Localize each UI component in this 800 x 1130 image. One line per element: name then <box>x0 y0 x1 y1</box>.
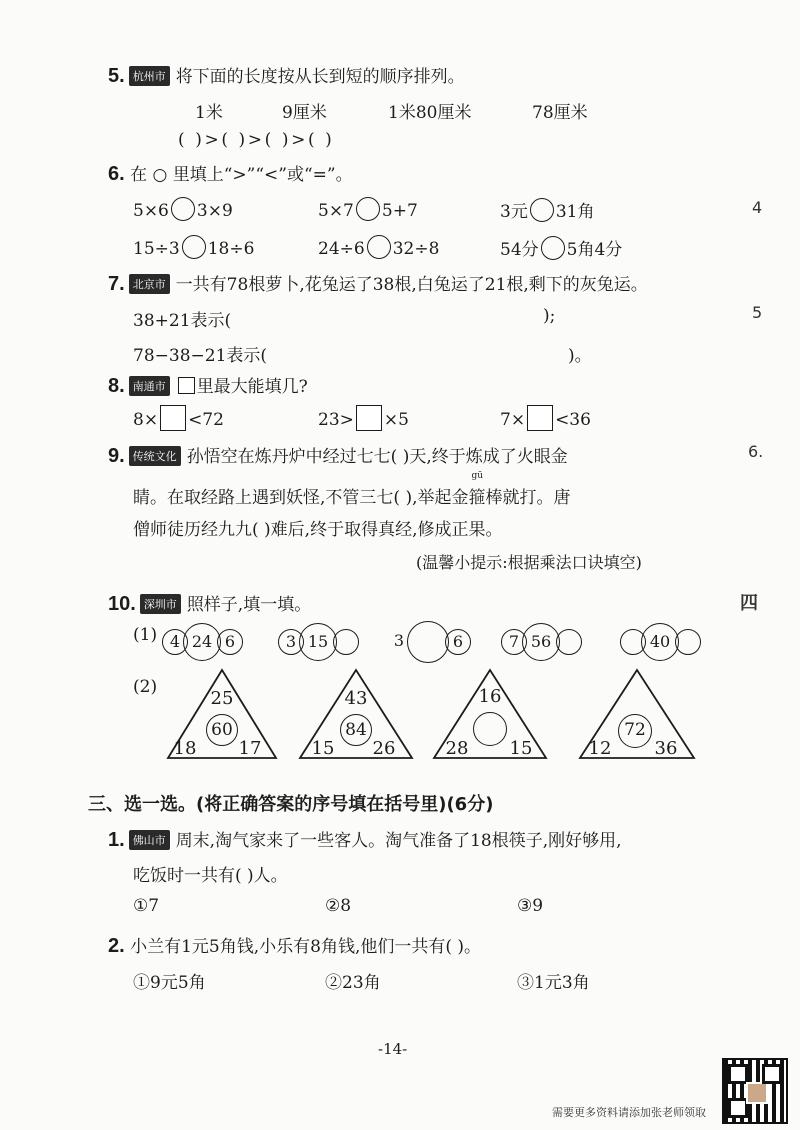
region-tag: 南通市 <box>129 376 170 396</box>
triangle-right-number: 36 <box>654 738 678 759</box>
region-tag: 传统文化 <box>129 446 181 466</box>
triangle-top-number: 43 <box>344 688 368 709</box>
page-number: -14- <box>378 1040 408 1058</box>
expr: 5角4分 <box>566 240 623 260</box>
q6-text: 在 ○ 里填上“>”“<”或“=”。 <box>130 165 353 185</box>
expr: 31角 <box>555 202 595 222</box>
s3q2-option[interactable]: ②23角 <box>325 973 381 993</box>
q10-part2-label: (2) <box>133 677 158 697</box>
s3q1-option[interactable]: ①7 <box>133 896 160 916</box>
expr: 54分 <box>500 240 539 260</box>
pinyin-gu: gū <box>471 471 484 481</box>
q9-text-1: 孙悟空在炼丹炉中经过七七( )天,终于炼成了火眼金 <box>186 447 568 467</box>
qr-corner <box>728 1098 748 1118</box>
q10-number: 10. <box>108 593 136 615</box>
triangle-top-number: 25 <box>210 688 234 709</box>
q8-number: 8. <box>108 375 125 397</box>
q5-text: 将下面的长度按从长到短的顺序排列。 <box>175 67 465 87</box>
margin-mark: 6. <box>748 442 764 461</box>
expr: ×5 <box>383 410 409 430</box>
triangle-top-number: 16 <box>478 686 502 707</box>
expr: <72 <box>188 410 224 430</box>
s3q2-line-1 <box>108 932 481 958</box>
q5-item: 1米80厘米 <box>388 103 472 123</box>
q7-blank-2-end[interactable]: )。 <box>568 346 592 366</box>
chain-left-circle: 3 <box>278 629 304 655</box>
q10-text: 照样子,填一填。 <box>186 595 312 615</box>
q5-number: 5. <box>108 65 125 87</box>
q8-text: 里最大能填几? <box>196 377 308 397</box>
triangle-left-number: 15 <box>311 738 335 759</box>
q9-number: 9. <box>108 445 125 467</box>
chain-left-circle: 4 <box>162 629 188 655</box>
margin-mark: 四 <box>740 593 758 614</box>
triangle-center-circle: 84 <box>340 714 372 746</box>
qr-avatar <box>746 1082 768 1104</box>
section-3-title: 三、选一选。(将正确答案的序号填在括号里)(6分) <box>88 794 494 815</box>
q5-item: 9厘米 <box>282 103 327 123</box>
s3q1-line-2: 吃饭时一共有( )人。 <box>133 866 288 886</box>
q10-part1-label: (1) <box>133 625 158 645</box>
q7-number: 7. <box>108 273 125 295</box>
expr: 5×7 <box>318 201 354 221</box>
s3q1-option[interactable]: ③9 <box>517 896 544 916</box>
triangle-right-number: 17 <box>238 738 262 759</box>
expr: 32÷8 <box>392 239 440 259</box>
triangle-right-number: 15 <box>509 738 533 759</box>
expr: 7× <box>500 410 526 430</box>
q9-text-2b: 棒就打。唐 <box>485 488 571 508</box>
triangle-right-number: 26 <box>372 738 396 759</box>
chain-middle-circle: 40 <box>641 623 679 661</box>
region-tag: 杭州市 <box>129 66 170 86</box>
qr-code-icon <box>722 1058 788 1124</box>
q5-item: 1米 <box>195 103 223 123</box>
s3q1-text-1: 周末,淘气家来了一些客人。淘气准备了18根筷子,刚好够用, <box>175 831 622 851</box>
expr: 3元 <box>500 202 528 222</box>
triangle-left-number: 28 <box>445 738 469 759</box>
footer-note: 需要更多资料请添加张老师领取 <box>552 1106 706 1119</box>
region-tag: 深圳市 <box>140 594 181 614</box>
s3q1-line-1 <box>108 826 622 852</box>
margin-mark: 4 <box>752 198 763 217</box>
q9-text-2a: 睛。在取经路上遇到妖怪,不管三七( ),举起金 <box>133 488 469 508</box>
s3q2-option[interactable]: ③1元3角 <box>517 973 590 993</box>
s3q1-number: 1. <box>108 829 125 851</box>
chain-right-circle: 6 <box>445 629 471 655</box>
q9-line-3: 僧师徒历经九九( )难后,终于取得真经,修成正果。 <box>133 520 503 540</box>
q5-item: 78厘米 <box>532 103 588 123</box>
s3q2-text-1: 小兰有1元5角钱,小乐有8角钱,他们一共有( )。 <box>130 937 482 957</box>
s3q2-option[interactable]: ①9元5角 <box>133 973 206 993</box>
triangle-center-circle: 72 <box>618 714 652 748</box>
chain-left-circle: 7 <box>501 629 527 655</box>
expr: 24÷6 <box>318 239 365 259</box>
q7-blank-1: 38+21表示( <box>133 311 232 331</box>
expr: 5×6 <box>133 201 169 221</box>
expr: 5+7 <box>381 201 418 221</box>
expr: 8× <box>133 410 159 430</box>
q7-blank-2: 78−38−21表示( <box>133 346 268 366</box>
s3q2-number: 2. <box>108 935 125 957</box>
triangle-left-number: 12 <box>588 738 612 759</box>
q7-blank-1-end[interactable]: ); <box>543 306 556 326</box>
region-tag: 佛山市 <box>129 830 170 850</box>
s3q1-option[interactable]: ②8 <box>325 896 352 916</box>
chain-middle-circle: 56 <box>522 623 560 661</box>
margin-mark: 5 <box>752 303 763 322</box>
expr: <36 <box>555 410 591 430</box>
q6-number: 6. <box>108 163 125 185</box>
expr: 15÷3 <box>133 239 180 259</box>
triangle-left-number: 18 <box>173 738 197 759</box>
q9-hint: (温馨小提示:根据乘法口诀填空) <box>416 553 642 572</box>
q7-text: 一共有78根萝卜,花兔运了38根,白兔运了21根,剩下的灰兔运。 <box>175 275 648 295</box>
chain-right-circle: 6 <box>217 629 243 655</box>
gu-char: 箍 <box>468 488 486 508</box>
chain-left-circle: 3 <box>393 631 405 650</box>
expr: 18÷6 <box>207 239 255 259</box>
region-tag: 北京市 <box>129 274 170 294</box>
chain-middle-circle: 24 <box>183 623 221 661</box>
expr: 3×9 <box>196 201 233 221</box>
chain-middle-circle: 15 <box>299 623 337 661</box>
expr: 23> <box>318 410 354 430</box>
q5-answer-line[interactable]: ( )>( )>( )>( ) <box>178 130 335 150</box>
triangle-center-circle: 60 <box>206 714 238 746</box>
